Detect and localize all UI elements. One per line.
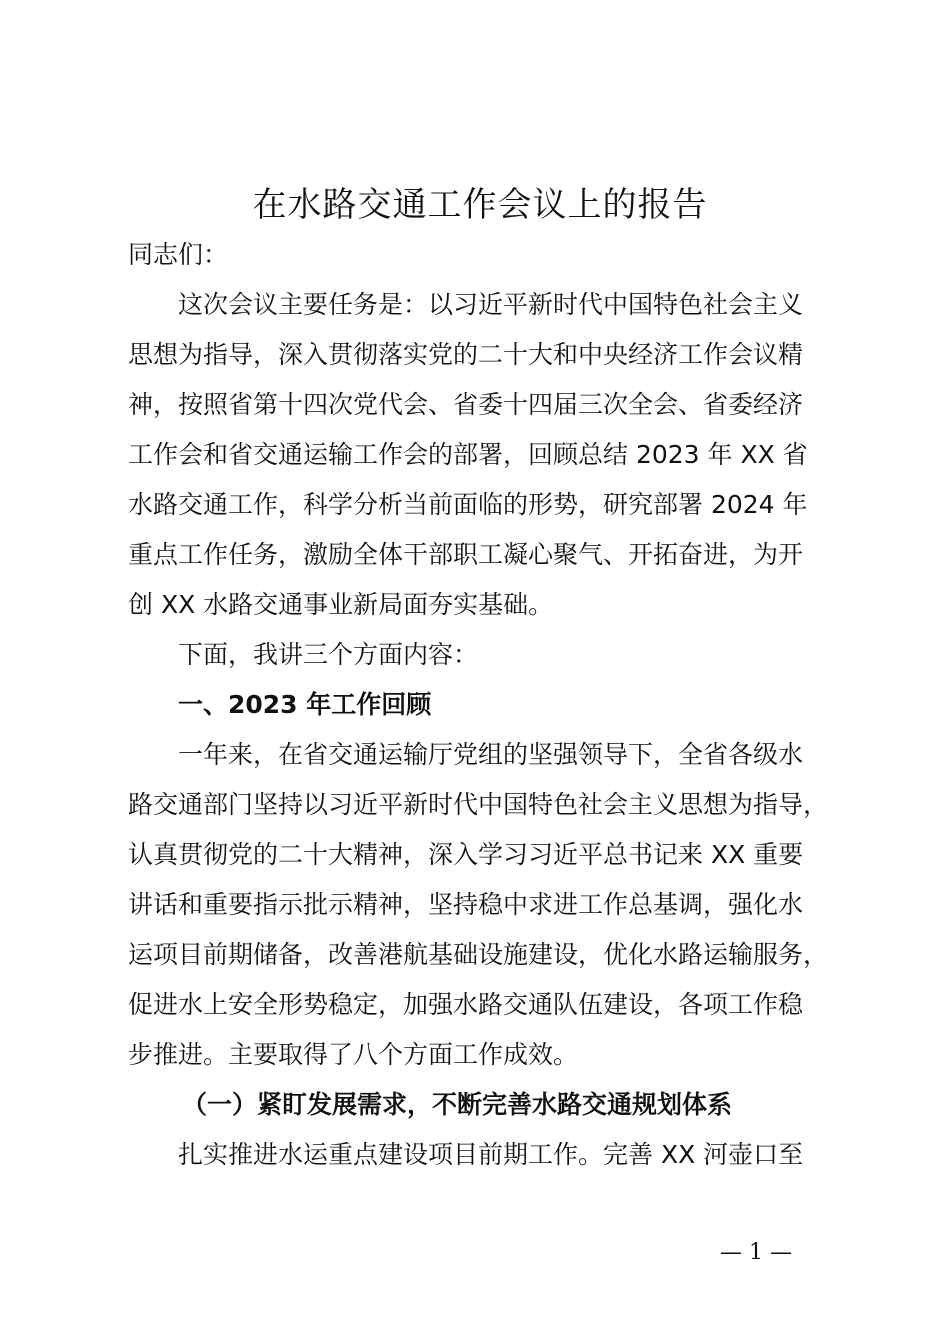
paragraph-line: 工作会和省交通运输工作会的部署，回顾总结 2023 年 XX 省: [128, 440, 808, 469]
paragraph-line: 水路交通工作，科学分析当前面临的形势，研究部署 2024 年: [128, 490, 808, 519]
paragraph-line: 创 XX 水路交通事业新局面夯实基础。: [128, 590, 554, 619]
subsection-heading: （一）紧盯发展需求，不断完善水路交通规划体系: [182, 1090, 733, 1119]
paragraph-line: 路交通部门坚持以习近平新时代中国特色社会主义思想为指导，: [128, 790, 829, 819]
paragraph-line: 这次会议主要任务是：以习近平新时代中国特色社会主义: [178, 290, 804, 319]
paragraph-line: 运项目前期储备，改善港航基础设施建设，优化水路运输服务，: [128, 940, 829, 969]
paragraph-line: 步推进。主要取得了八个方面工作成效。: [128, 1040, 579, 1069]
paragraph-line: 扎实推进水运重点建设项目前期工作。完善 XX 河壶口至: [178, 1140, 804, 1169]
page-number: — 1 —: [720, 1240, 792, 1265]
paragraph-line: 一年来，在省交通运输厅党组的坚强领导下，全省各级水: [178, 740, 804, 769]
paragraph-line: 下面，我讲三个方面内容：: [178, 640, 479, 669]
section-heading: 一、2023 年工作回顾: [178, 690, 432, 719]
paragraph-line: 促进水上安全形势稳定，加强水路交通队伍建设，各项工作稳: [128, 990, 804, 1019]
document-title: 在水路交通工作会议上的报告: [252, 185, 708, 225]
paragraph-line: 认真贯彻党的二十大精神，深入学习习近平总书记来 XX 重要: [128, 840, 804, 869]
paragraph-line: 重点工作任务，激励全体干部职工凝心聚气、开拓奋进，为开: [128, 540, 804, 569]
salutation: 同志们：: [128, 240, 229, 269]
paragraph-line: 思想为指导，深入贯彻落实党的二十大和中央经济工作会议精: [128, 340, 804, 369]
paragraph-line: 讲话和重要指示批示精神，坚持稳中求进工作总基调，强化水: [128, 890, 804, 919]
paragraph-line: 神，按照省第十四次党代会、省委十四届三次全会、省委经济: [128, 390, 804, 419]
